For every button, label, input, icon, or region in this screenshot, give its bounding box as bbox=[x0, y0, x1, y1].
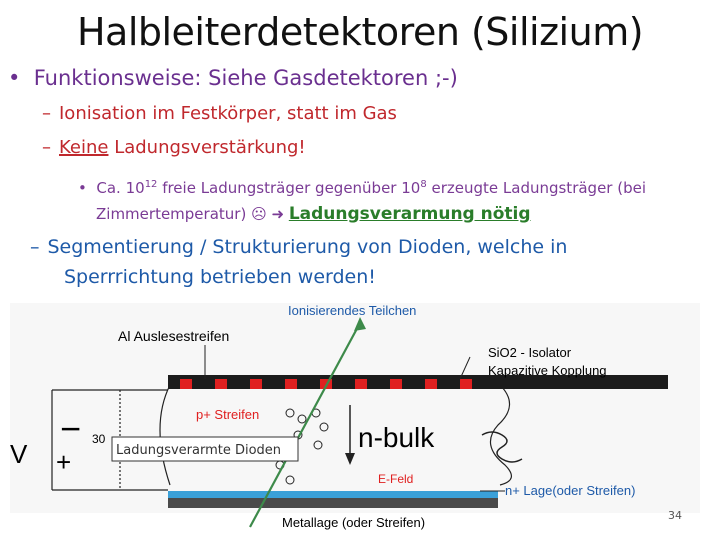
plus-sign: + bbox=[56, 447, 72, 477]
bullet-1 bbox=[8, 66, 458, 90]
ionizing-particle-label: Ionisierendes Teilchen bbox=[288, 303, 417, 318]
minus-sign: − bbox=[60, 408, 82, 449]
exponent-12: 12 bbox=[144, 179, 158, 190]
dash-icon: – bbox=[42, 103, 51, 124]
metal-layer bbox=[168, 498, 498, 508]
al-strips-label: Al Auslesestreifen bbox=[118, 328, 230, 344]
keine-underlined: Keine bbox=[59, 137, 109, 158]
strip bbox=[355, 379, 367, 389]
bullet-1-text: Funktionsweise: Siehe Gasdetektoren ;-) bbox=[33, 66, 458, 90]
sub-bullet-3 bbox=[30, 232, 567, 292]
detail-text-a: Ca. 10 bbox=[96, 179, 145, 197]
depleted-diodes-label: Ladungsverarmte Dioden bbox=[116, 443, 282, 458]
strip bbox=[180, 379, 192, 389]
p-strips-label: p+ Streifen bbox=[196, 407, 260, 422]
strip bbox=[250, 379, 262, 389]
n-bulk-label: n-bulk bbox=[358, 422, 435, 453]
detail-bullet bbox=[78, 172, 718, 227]
bullet-dot: • bbox=[8, 66, 34, 90]
strip bbox=[285, 379, 297, 389]
sub-bullet-3-line1: Segmentierung / Strukturierung von Dioden, welche in bbox=[47, 236, 568, 258]
metal-layer-label: Metallage (oder Streifen) bbox=[282, 515, 426, 530]
sub-bullet-2-text: Ladungsverstärkung! bbox=[108, 137, 306, 158]
sub-bullet-1 bbox=[42, 103, 397, 124]
strip bbox=[460, 379, 472, 389]
strip bbox=[390, 379, 402, 389]
sub-bullet-1-text: Ionisation im Festkörper, statt im Gas bbox=[59, 103, 397, 124]
voltage-label: V bbox=[10, 439, 28, 469]
dash-icon: – bbox=[42, 137, 51, 158]
depletion-required-text: Ladungsverarmung nötig bbox=[288, 204, 531, 224]
strip bbox=[425, 379, 437, 389]
detail-text-d: Zimmertemperatur) ☹ ➜ bbox=[96, 205, 289, 223]
exponent-8: 8 bbox=[420, 179, 427, 190]
sio2-label-line2: Kapazitive Kopplung bbox=[488, 363, 607, 378]
detail-text-c: erzeugte Ladungsträger (bei bbox=[426, 179, 647, 197]
dash-icon: – bbox=[30, 236, 40, 258]
slide-title: Halbleiterdetektoren (Silizium) bbox=[76, 10, 644, 54]
strip bbox=[215, 379, 227, 389]
slide-number: 34 bbox=[668, 509, 682, 522]
detail-text-b: freie Ladungsträger gegenüber 10 bbox=[157, 179, 421, 197]
e-field-label: E-Feld bbox=[378, 472, 414, 486]
sub-bullet-3-line2: Sperrrichtung betrieben werden! bbox=[64, 266, 376, 288]
sub-bullet-2 bbox=[42, 137, 306, 158]
n-plus-label: n+ Lage(oder Streifen) bbox=[505, 483, 636, 498]
detector-diagram bbox=[0, 295, 720, 540]
detail-dot: • bbox=[78, 179, 97, 197]
n-plus-layer bbox=[168, 491, 498, 498]
depth-label: 30 bbox=[92, 432, 106, 446]
sio2-label-line1: SiO2 - Isolator bbox=[488, 345, 572, 360]
